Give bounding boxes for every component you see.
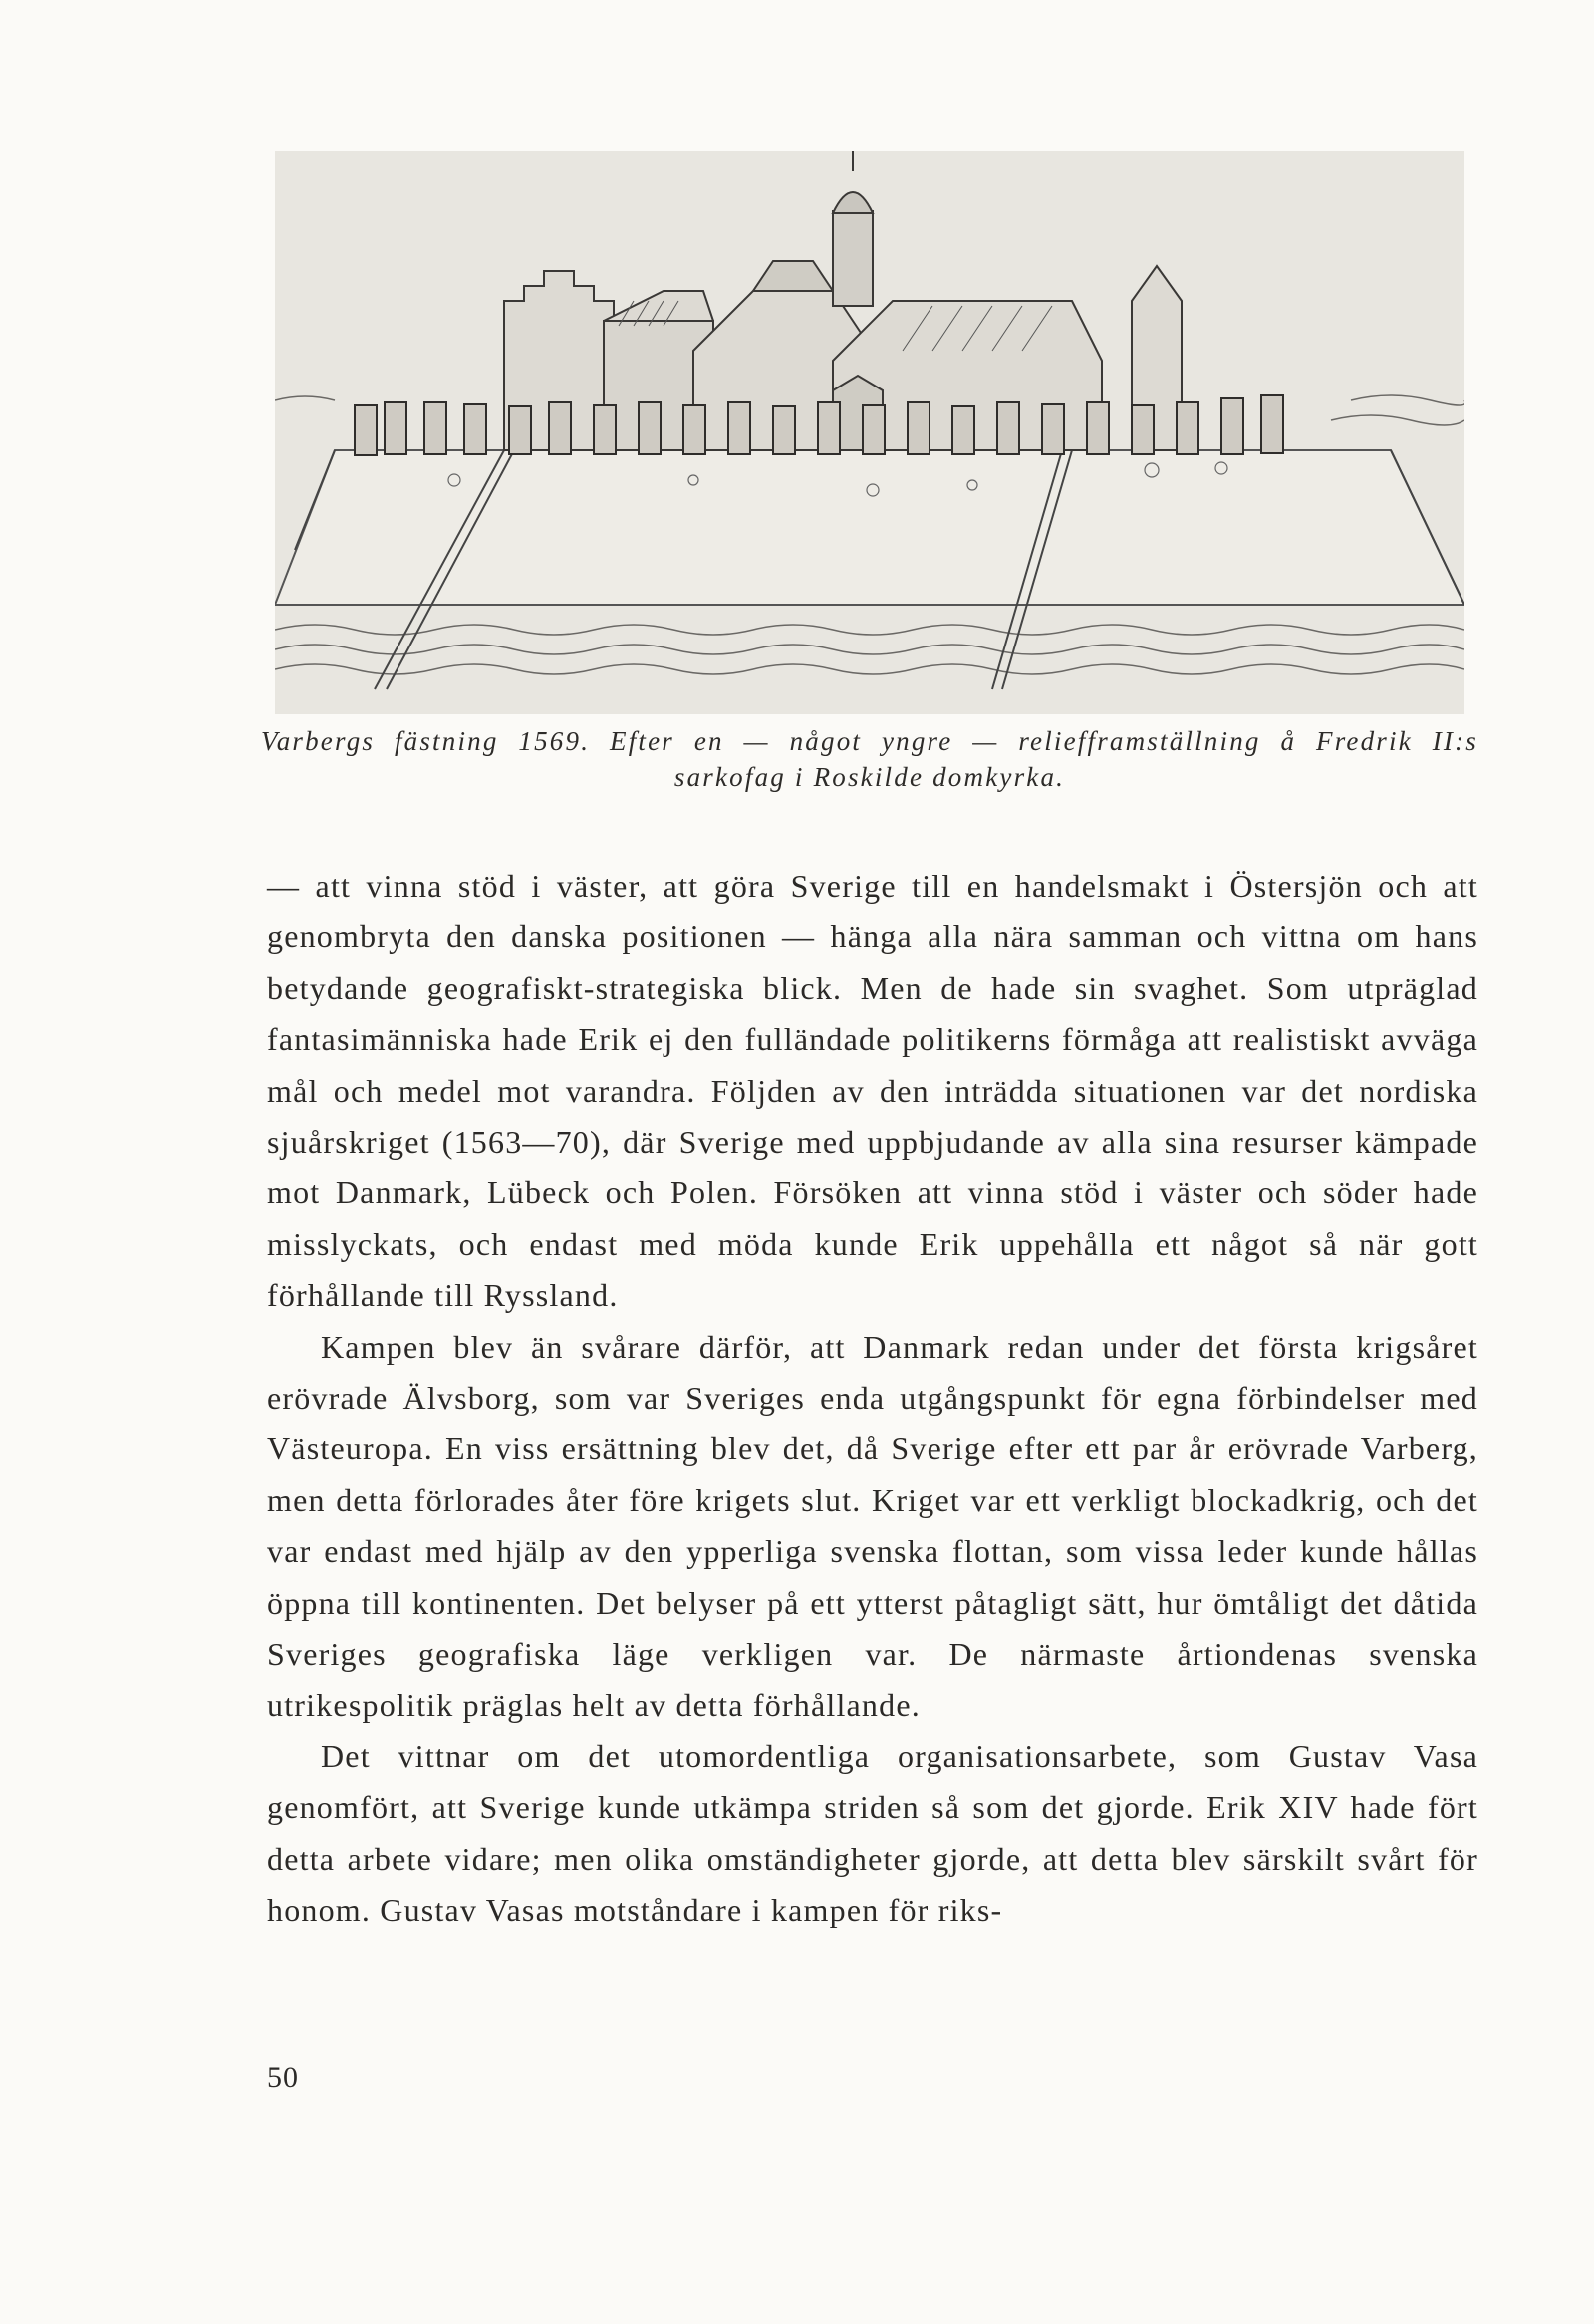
- body-text: [267, 861, 1478, 1937]
- varberg-fortress-illustration: [275, 151, 1464, 714]
- fortress-drawing: [275, 151, 1464, 714]
- caption-line-2: sarkofag i Roskilde domkyrka.: [673, 762, 1066, 792]
- paragraph-1: — att vinna stöd i väster, att göra Sverige till en handelsmakt i Östersjön och att genombryta den danska positionen — hänga alla nära samman och vittna om hans betydande geografiskt-strategiska blick. Men de hade sin svaghet. Som utpräglad fantasimänniska hade Erik ej den fulländade politikerns förmåga att realistiskt avväga mål och medel mot varandra. Följden av den inträdda situationen var det nordiska sjuårskriget (1563—70), där Sverige med uppbjudande av alla sina resurser kämpade mot Danmark, Lübeck och Polen. Försöken att vinna stöd i väster och söder hade misslyckats, och endast med möda kunde Erik uppehålla ett något så när gott förhållande till Ryssland.: [267, 868, 1478, 1314]
- paragraph-2: Kampen blev än svårare därför, att Danmark redan under det första krigsåret erövrade Älvsborg, som var Sveriges enda utgångspunkt för egna förbindelser med Västeuropa. En viss ersättning blev det, då Sverige efter ett par år erövrade Varberg, men detta förlorades åter före krigets slut. Kriget var ett verkligt blockadkrig, och det var endast med hjälp av den ypperliga svenska flottan, som vissa leder kunde hållas öppna till kontinenten. Det belyser på ett ytterst påtagligt sätt, hur ömtåligt det dåtida Sveriges geografiska läge verkligen var. De närmaste årtiondenas svenska utrikespolitik präglas helt av detta förhållande.: [267, 1328, 1478, 1723]
- page-number: 50: [267, 2061, 299, 2094]
- paragraph-3: Det vittnar om det utomordentliga organisationsarbete, som Gustav Vasa genomfört, att Sverige kunde utkämpa striden så som det gjorde. Erik XIV hade fört detta arbete vidare; men olika omständigheter gjorde, att detta blev särskilt svårt för honom. Gustav Vasas motståndare i kampen för riks-: [267, 1737, 1478, 1929]
- figure-caption: [261, 723, 1478, 795]
- caption-line-1: Varbergs fästning 1569. Efter en — något yngre — reliefframställning å Fredrik II:s: [261, 726, 1478, 756]
